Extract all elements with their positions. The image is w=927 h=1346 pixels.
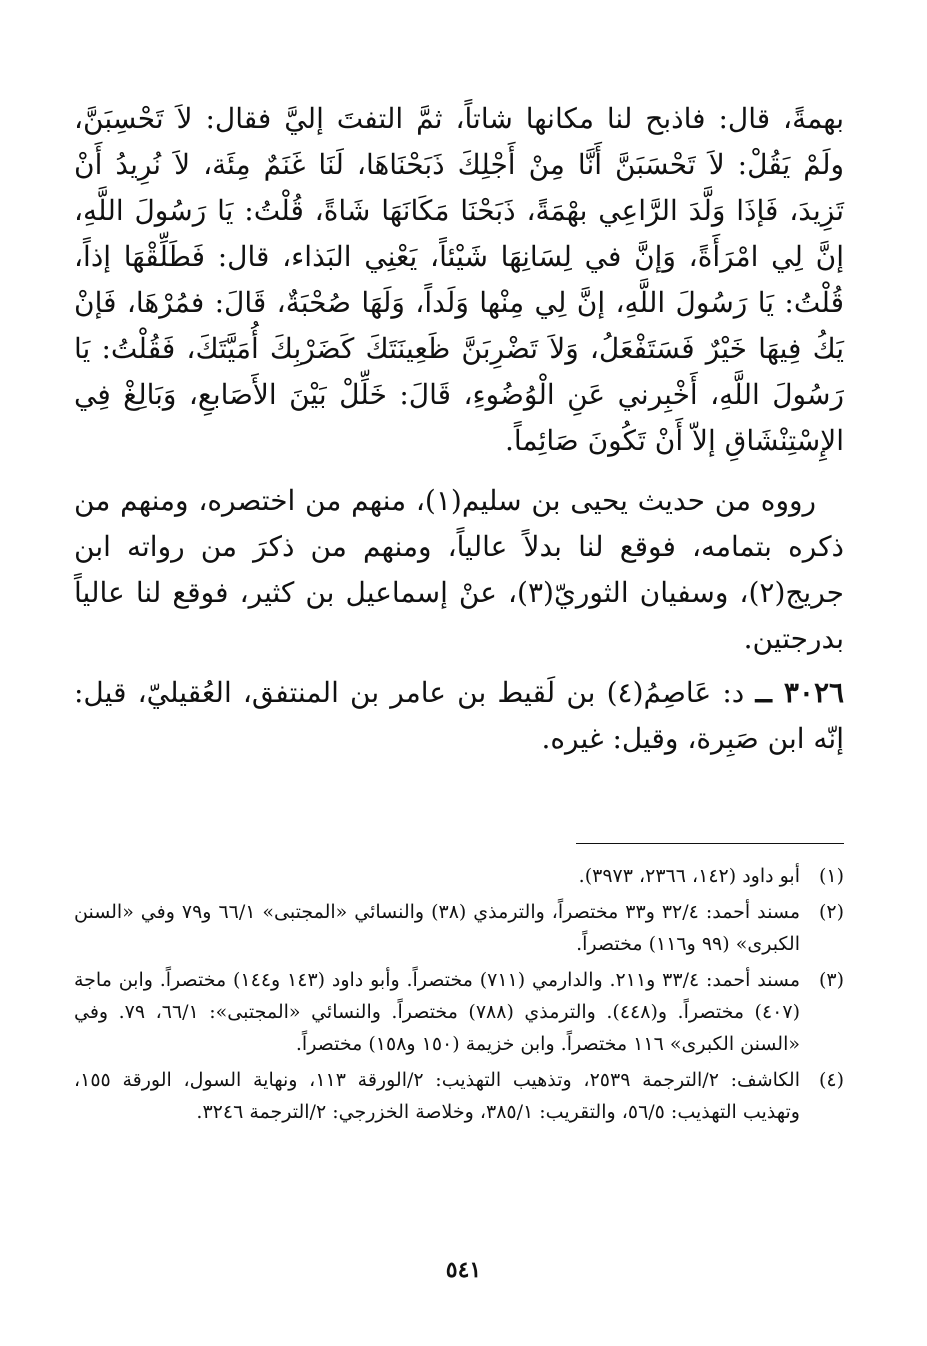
page-number: ٥٤١	[445, 1257, 482, 1283]
narration-paragraph: رووه من حديث يحيى بن سليم(١)، منهم من اختصره، ومنهم من ذكره بتمامه، فوقع لنا بدلاً عالياً، ومنهم من ذكرَ من رواته ابن جريج(٢)، وسفيان الثوريّ(٣)، عنْ إسماعيل بن كثير، فوقع لنا عالياً بدرجتين.	[74, 484, 844, 655]
footnote-marker: (٣)	[818, 969, 844, 991]
footnotes-section	[74, 860, 844, 1132]
footnote-divider	[576, 843, 844, 844]
footnote-marker: (١)	[818, 865, 844, 887]
entry-number: ٣٠٢٦ ــ	[755, 676, 845, 709]
footnote-text: مسند أحمد: ٣٢/٤ و٣٣ مختصراً، والترمذي (٣٨) والنسائي «المجتبى» ٦٦/١ و٧٩ وفي «السنن الكبرى» (٩٩ و١١٦) مختصراً.	[74, 901, 801, 955]
entry-text: د: عَاصِمُ(٤) بن لَقيط بن عامر بن المنتفق، العُقيليّ، قيل: إنّه ابن صَبِرة، وقيل: غيره.	[74, 676, 844, 755]
footnote-text: مسند أحمد: ٣٣/٤ و٢١١. والدارمي (٧١١) مختصراً. وأبو داود (١٤٣ و١٤٤) مختصراً. وابن ماجة (٤٠٧) مختصراً. و(٤٤٨). والترمذي (٧٨٨) مختصراً. والنسائي «المجتبى»: ٦٦/١، ٧٩. وفي «السنن الكبرى» ١١٦ مختصراً. وابن خزيمة (١٥٠ و١٥٨) مختصراً.	[74, 969, 801, 1055]
footnote-text: الكاشف: ٢/الترجمة ٢٥٣٩، وتذهيب التهذيب: ٢/الورقة ١١٣، ونهاية السول، الورقة ١٥٥، وتهذيب التهذيب: ٥٦/٥، والتقريب: ٣٨٥/١، وخلاصة الخزرجي: ٢/الترجمة ٣٢٤٦.	[74, 1069, 800, 1123]
footnote-marker: (٤)	[818, 1069, 844, 1091]
footnote-marker: (٢)	[818, 901, 844, 923]
hadith-paragraph: بهمةً، قال: فاذبح لنا مكانها شاتاً، ثمَّ التفتَ إليَّ فقال: لاَ تَحْسِبَنَّ، ولَمْ يَقُلْ: لاَ تَحْسَبَنَّ أَنَّا مِنْ أَجْلِكَ ذَبَحْنَاهَا، لَنَا غَنَمٌ مِئَة، لاَ نُرِيدُ أَنْ تَزِيدَ، فَإذَا وَلَّدَ الرَّاعِي بهْمَةً، ذَبَحْنَا مَكَانَهَا شَاةً، قُلْتُ: يَا رَسُولَ اللَّهِ، إنَّ لِي امْرَأَةً، وَإنَّ في لِسَانِهَا شَيْئاً، يَعْنِي البَذاء، قال: فَطَلِّقْهَا إذاً، قُلْتُ: يَا رَسُولَ اللَّهِ، إنَّ لِي مِنْها وَلَداً، وَلَهَا صُحْبَةٌ، قَالَ: فمُرْهَا، فَإنْ يَكُ فِيهَا خَيْرٌ فَسَتَفْعَلُ، وَلاَ تَضْرِبَنَّ ظَعِينَتَكَ كَضَرْبِكَ أُمَيَّتَكَ، فَقُلْتُ: يَا رَسُولَ اللَّهِ، أَخْبِرني عَنِ الْوُضُوءِ، قَالَ: خَلِّلْ بَيْنَ الأَصَابعِ، وَبَالِغْ فِي الإِسْتِنْشَاقِ إلاّ أَنْ تَكُونَ صَائِماً.	[74, 102, 844, 457]
footnote-item	[74, 860, 844, 892]
footnote-item	[74, 964, 844, 1060]
main-text-block	[74, 96, 844, 762]
biography-entry	[74, 670, 844, 762]
footnote-item	[74, 896, 844, 960]
footnote-item	[74, 1064, 844, 1128]
footnote-text: أبو داود (١٤٢، ٢٣٦٦، ٣٩٧٣).	[578, 865, 800, 887]
